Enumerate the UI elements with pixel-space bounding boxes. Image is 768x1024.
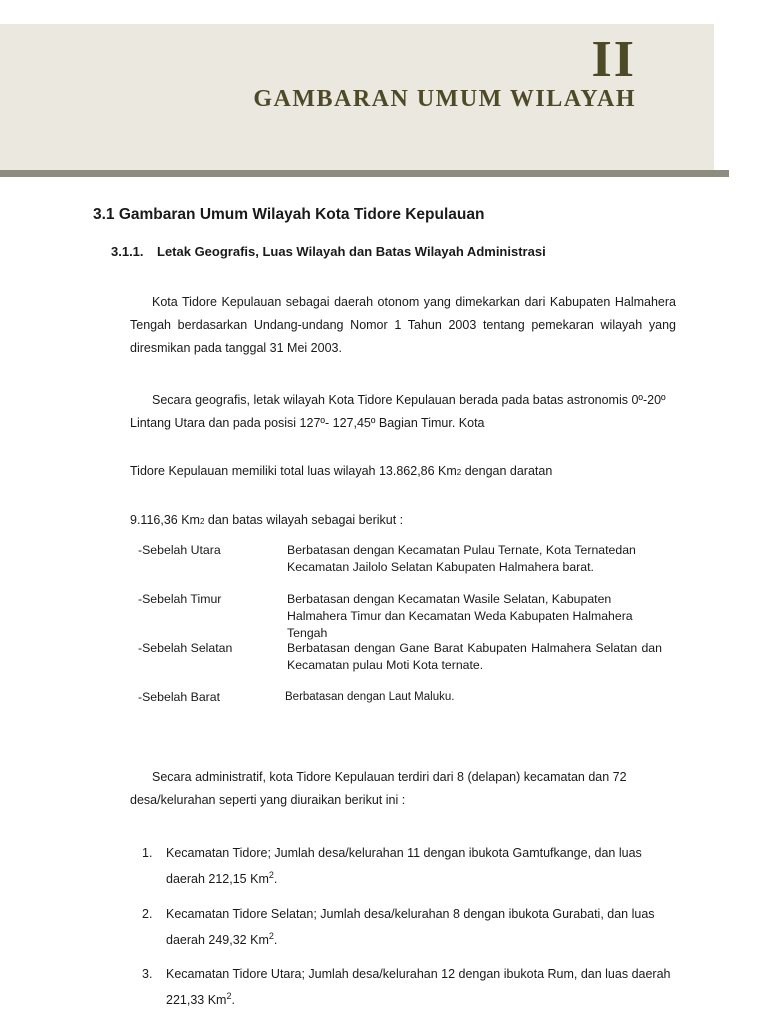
list-number: 1. bbox=[142, 846, 153, 860]
boundary-label: -Sebelah Selatan bbox=[138, 641, 233, 655]
district-description: Kecamatan Tidore Selatan; Jumlah desa/kelurahan 8 dengan ibukota Gurabati, dan luas daerah 249,32 Km bbox=[166, 907, 655, 948]
boundary-description: Berbatasan dengan Kecamatan Wasile Selatan, Kabupaten Halmahera Timur dan Kecamatan Weda Kabupaten Halmahera Tengah bbox=[287, 592, 633, 640]
subsection-number: 3.1.1. bbox=[111, 244, 144, 259]
land-area-unit-sub: 2 bbox=[199, 517, 205, 526]
unit-superscript: 2 bbox=[268, 931, 274, 941]
boundary-label: -Sebelah Timur bbox=[138, 592, 222, 606]
district-description: Kecamatan Tidore Utara; Jumlah desa/kelurahan 12 dengan ibukota Rum, dan luas daerah 221,33 Km bbox=[166, 967, 671, 1008]
chapter-number: II bbox=[591, 31, 636, 88]
land-area-tail: dan batas wilayah sebagai berikut : bbox=[204, 513, 404, 527]
section-heading: 3.1 Gambaran Umum Wilayah Kota Tidore Kepulauan bbox=[93, 206, 485, 223]
boundary-label: -Sebelah Utara bbox=[138, 543, 221, 557]
list-text bbox=[166, 842, 676, 890]
subsection-title: Letak Geografis, Luas Wilayah dan Batas Wilayah Administrasi bbox=[157, 244, 546, 259]
land-area-text: 9.116,36 Km bbox=[130, 513, 200, 527]
list-number: 2. bbox=[142, 907, 153, 921]
boundary-description: Berbatasan dengan Gane Barat Kabupaten Halmahera Selatan dan Kecamatan pulau Moti Kota ternate. bbox=[287, 641, 662, 672]
unit-superscript: 2 bbox=[226, 991, 232, 1001]
paragraph-geography: Secara geografis, letak wilayah Kota Tidore Kepulauan berada pada batas astronomis 0º-20º Lintang Utara dan pada posisi 127º- 127,45º Bagian Timur. Kota bbox=[130, 393, 666, 430]
total-area-text: Tidore Kepulauan memiliki total luas wilayah 13.862,86 Km bbox=[130, 464, 457, 478]
paragraph-land-area bbox=[130, 509, 676, 533]
sentence-end: . bbox=[273, 933, 278, 948]
sentence-end: . bbox=[273, 872, 278, 887]
boundary-description: Berbatasan dengan Kecamatan Pulau Ternate, Kota Ternatedan Kecamatan Jailolo Selatan Kabupaten Halmahera barat. bbox=[287, 543, 636, 574]
sentence-end: . bbox=[231, 993, 235, 1008]
total-area-tail: dengan daratan bbox=[461, 464, 553, 478]
chapter-title: GAMBARAN UMUM WILAYAH bbox=[253, 86, 636, 112]
paragraph-administration: Secara administratif, kota Tidore Kepulauan terdiri dari 8 (delapan) kecamatan dan 72 desa/kelurahan seperti yang diuraikan berikut ini : bbox=[130, 770, 627, 807]
list-text bbox=[166, 963, 676, 1011]
header-divider bbox=[0, 170, 729, 177]
subsection-heading bbox=[111, 244, 546, 259]
boundary-description: Berbatasan dengan Laut Maluku. bbox=[285, 691, 455, 703]
district-description: Kecamatan Tidore; Jumlah desa/kelurahan 11 dengan ibukota Gamtufkange, dan luas daerah 212,15 Km bbox=[166, 846, 642, 887]
unit-superscript: 2 bbox=[268, 870, 274, 880]
paragraph-total-area bbox=[130, 460, 676, 484]
total-area-unit-sub: 2 bbox=[456, 468, 462, 477]
list-number: 3. bbox=[142, 967, 153, 981]
paragraph-intro: Kota Tidore Kepulauan sebagai daerah otonom yang dimekarkan dari Kabupaten Halmahera Tengah berdasarkan Undang-undang Nomor 1 Tahun 2003 tentang pemekaran wilayah yang diresmikan pada tanggal 31 Mei 2003. bbox=[130, 295, 676, 355]
list-text bbox=[166, 903, 676, 951]
boundary-label: -Sebelah Barat bbox=[138, 690, 221, 704]
